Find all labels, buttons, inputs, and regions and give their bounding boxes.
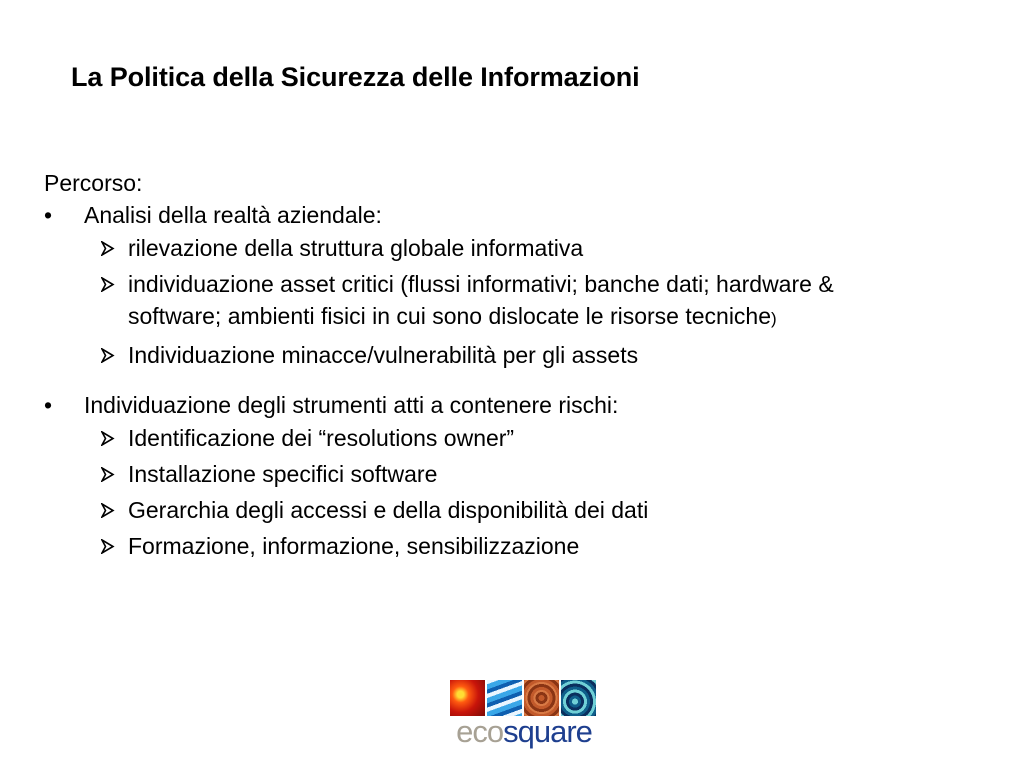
bullet-dot-icon: • [44, 202, 53, 228]
bullet-label: Individuazione degli strumenti atti a contenere rischi: [84, 392, 619, 418]
logo-wordmark-prefix: eco [456, 714, 504, 749]
bullet-item [44, 199, 944, 231]
slide-body [44, 167, 944, 562]
slide-title: La Politica della Sicurezza delle Informazioni [71, 62, 640, 92]
logo-tiles [450, 680, 598, 716]
sub-list [99, 422, 944, 562]
sub-item-text: rilevazione della struttura globale informativa [128, 235, 584, 261]
water-tile-icon [487, 680, 522, 716]
earth-tile-icon [524, 680, 559, 716]
sub-item-text: Gerarchia degli accessi e della disponibilità dei dati [128, 497, 649, 523]
closing-parenthesis: ) [771, 309, 777, 328]
sub-list-item [99, 268, 944, 335]
bullet-dot-icon: • [44, 392, 53, 418]
arrow-bullet-icon [99, 339, 128, 371]
sub-item-text: Identificazione dei “resolutions owner” [128, 425, 515, 451]
arrow-bullet-icon [99, 268, 128, 300]
section-analysis [44, 199, 944, 371]
arrow-bullet-icon [99, 458, 128, 490]
arrow-bullet-icon [99, 494, 128, 526]
arrow-bullet-icon [99, 530, 128, 562]
sub-list-item [99, 494, 944, 526]
arrow-bullet-icon [99, 422, 128, 454]
sub-item-text: Individuazione minacce/vulnerabilità per gli assets [128, 342, 639, 368]
section-tools [44, 389, 944, 562]
sub-item-text: Installazione specifici software [128, 461, 438, 487]
sub-list-item [99, 458, 944, 490]
arrow-bullet-icon [99, 232, 128, 264]
fire-tile-icon [450, 680, 485, 716]
sub-list-item [99, 339, 944, 371]
intro-text: Percorso: [44, 170, 143, 196]
air-tile-icon [561, 680, 596, 716]
sub-list-item [99, 530, 944, 562]
ecosquare-logo [448, 680, 600, 748]
sub-item-text-main: individuazione asset critici (flussi informativi; banche dati; hardware & software; ambienti fisici in cui sono dislocate le risorse tecniche [128, 271, 834, 329]
logo-wordmark [448, 716, 600, 748]
sub-list-item [99, 232, 944, 264]
logo-wordmark-suffix: square [503, 714, 592, 749]
sub-list-item [99, 422, 944, 454]
sub-item-text [128, 268, 888, 335]
bullet-item [44, 389, 944, 421]
sub-item-text: Formazione, informazione, sensibilizzazione [128, 533, 580, 559]
bullet-label: Analisi della realtà aziendale: [84, 202, 382, 228]
sub-list [99, 232, 944, 371]
